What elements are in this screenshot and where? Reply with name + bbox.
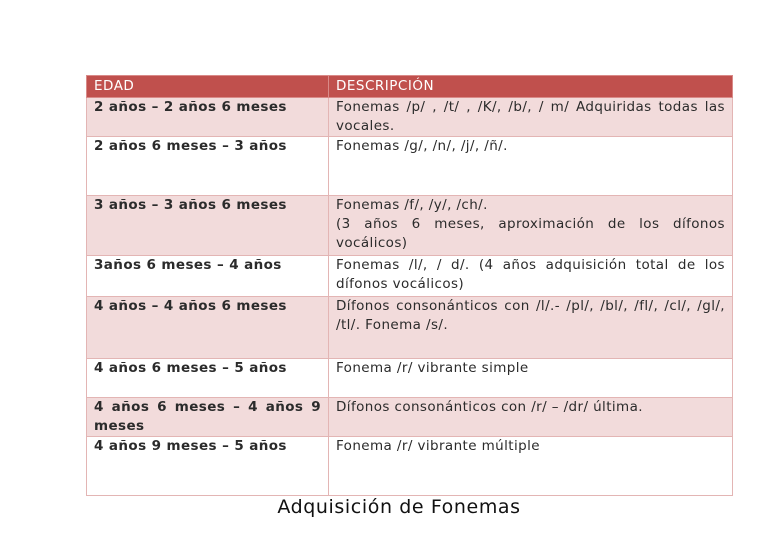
edad-cell: 3 años – 3 años 6 meses bbox=[87, 196, 329, 256]
table-header-row bbox=[87, 76, 733, 98]
column-header-descripcion: DESCRIPCIÓN bbox=[329, 76, 733, 98]
descripcion-cell bbox=[329, 398, 733, 437]
descripcion-line: Dífonos consonánticos con /r/ – /dr/ última. bbox=[336, 399, 643, 415]
descripcion-line: Fonema /r/ vibrante múltiple bbox=[336, 438, 540, 454]
table-row bbox=[87, 297, 733, 359]
descripcion-cell bbox=[329, 297, 733, 359]
descripcion-cell bbox=[329, 137, 733, 196]
table-row bbox=[87, 196, 733, 256]
descripcion-cell bbox=[329, 256, 733, 297]
descripcion-line: Fonemas /p/ , /t/ , /K/, /b/, / m/ Adquiridas todas las vocales. bbox=[336, 99, 725, 134]
edad-cell: 4 años 6 meses – 4 años 9 meses bbox=[87, 398, 329, 437]
descripcion-line: Fonema /r/ vibrante simple bbox=[336, 360, 529, 376]
edad-cell: 4 años 9 meses – 5 años bbox=[87, 437, 329, 496]
table-row bbox=[87, 137, 733, 196]
table-row bbox=[87, 98, 733, 137]
descripcion-cell bbox=[329, 437, 733, 496]
descripcion-line: (3 años 6 meses, aproximación de los dífonos vocálicos) bbox=[336, 216, 725, 251]
descripcion-line: Fonemas /g/, /n/, /j/, /ñ/. bbox=[336, 138, 508, 154]
table-row bbox=[87, 256, 733, 297]
descripcion-cell bbox=[329, 196, 733, 256]
descripcion-line: Fonemas /l/, / d/. (4 años adquisición total de los dífonos vocálicos) bbox=[336, 257, 725, 292]
column-header-edad: EDAD bbox=[87, 76, 329, 98]
edad-cell: 4 años – 4 años 6 meses bbox=[87, 297, 329, 359]
descripcion-cell bbox=[329, 98, 733, 137]
edad-cell: 2 años 6 meses – 3 años bbox=[87, 137, 329, 196]
edad-cell: 4 años 6 meses – 5 años bbox=[87, 359, 329, 398]
edad-cell: 2 años – 2 años 6 meses bbox=[87, 98, 329, 137]
descripcion-line: Fonemas /f/, /y/, /ch/. bbox=[336, 197, 488, 213]
phoneme-table bbox=[86, 75, 733, 496]
table-row bbox=[87, 359, 733, 398]
descripcion-line: Dífonos consonánticos con /l/.- /pl/, /bl/, /fl/, /cl/, /gl/, /tl/. Fonema /s/. bbox=[336, 298, 725, 333]
edad-cell: 3años 6 meses – 4 años bbox=[87, 256, 329, 297]
table-caption: Adquisición de Fonemas bbox=[277, 496, 521, 518]
table-row bbox=[87, 398, 733, 437]
table-row bbox=[87, 437, 733, 496]
descripcion-cell bbox=[329, 359, 733, 398]
